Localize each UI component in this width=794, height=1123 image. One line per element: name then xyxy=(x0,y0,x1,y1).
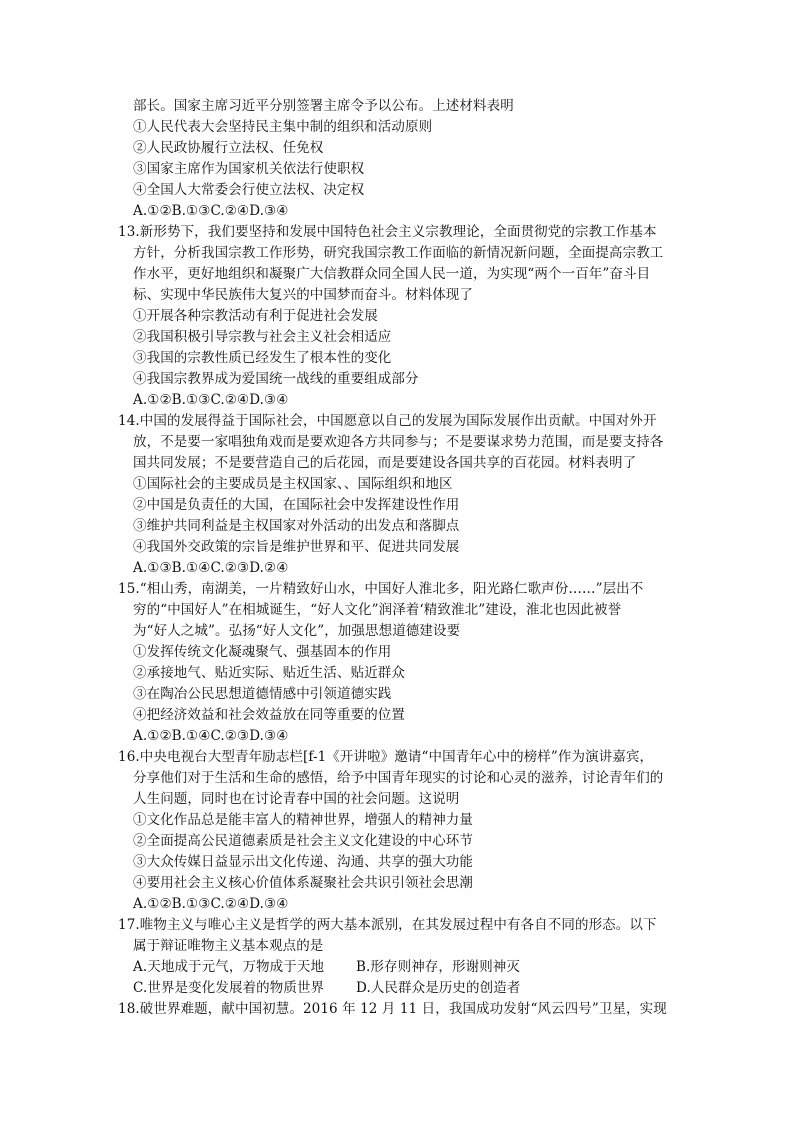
option-2: ②人民政协履行立法权、任免权 xyxy=(133,140,324,156)
answer-choices: A.①②B.①③C.②④D.③④ xyxy=(133,203,289,219)
option-2: ②全面提高公民道德素质是社会主义文化建设的中心环节 xyxy=(133,833,473,849)
option-4: ④要用社会主义核心价值体系凝聚社会共识引领社会思潮 xyxy=(133,875,473,891)
choice-d: D.人民群众是历史的创造者 xyxy=(356,980,521,996)
choice-a: A.天地成于元气，万物成于天地 xyxy=(133,959,325,975)
question-13-stem: 标、实现中华民族伟大复兴的中国梦而奋斗。材料体现了 xyxy=(133,287,473,303)
answer-choices: A.①②B.①④C.②③D.③④ xyxy=(133,728,289,744)
question-15-stem: 15.“相山秀，南湖美，一片精致好山水，中国好人淮北多，阳光路仁歌声份……”层出不 xyxy=(118,581,644,597)
option-2: ②我国积极引导宗教与社会主义社会相适应 xyxy=(133,329,392,345)
option-4: ④我国宗教界成为爱国统一战线的重要组成部分 xyxy=(133,371,419,387)
option-1: ①国际社会的主要成员是主权国家、、国际组织和地区 xyxy=(133,476,453,492)
answer-choices: A.①③B.①④C.②③D.②④ xyxy=(133,560,289,576)
question-15-stem: 为“好人之城”。弘扬“好人文化”，加强思想道德建设要 xyxy=(133,623,461,639)
question-14-stem: 国共同发展；不是要营造自己的后花园，而是要建设各国共享的百花园。材料表明了 xyxy=(133,455,637,471)
option-3: ③我国的宗教性质已经发生了根本性的变化 xyxy=(133,350,392,366)
answer-choices: A.①②B.①③C.②④D.③④ xyxy=(133,392,289,408)
question-17-stem: 属于辩证唯物主义基本观点的是 xyxy=(133,938,324,954)
question-16-stem: 分享他们对于生活和生命的感悟，给予中国青年现实的讨论和心灵的滋养，讨论青年们的 xyxy=(133,770,664,786)
option-3: ③国家主席作为国家机关依法行使职权 xyxy=(133,161,365,177)
question-14-stem: 放，不是要一家唱独角戏而是要欢迎各方共同参与；不是要谋求势力范围，而是要支持各 xyxy=(133,434,664,450)
option-3: ③维护共同利益是主权国家对外活动的出发点和落脚点 xyxy=(133,518,460,534)
question-13-stem: 13.新形势下，我们要坚持和发展中国特色社会主义宗教理论，全面贯彻党的宗教工作基本 xyxy=(118,224,657,240)
question-16-stem: 16.中央电视台大型青年励志栏[f-1《开讲啦》邀请“中国青年心中的榜样”作为演讲嘉宾， xyxy=(118,749,654,765)
option-1: ①开展各种宗教活动有利于促进社会发展 xyxy=(133,308,378,324)
question-18-stem: 18.破世界难题，献中国初慧。2016 年 12 月 11 日，我国成功发射“风云四号”卫星，实现 xyxy=(118,1001,667,1017)
option-3: ③在陶冶公民思想道德情感中引领道德实践 xyxy=(133,686,392,702)
question-14-stem: 14.中国的发展得益于国际社会，中国愿意以自己的发展为国际发展作出贡献。中国对外开 xyxy=(118,413,657,429)
option-2: ②承接地气、贴近实际、贴近生活、贴近群众 xyxy=(133,665,405,681)
option-4: ④我国外交政策的宗旨是维护世界和平、促进共同发展 xyxy=(133,539,460,555)
option-4: ④全国人大常委会行使立法权、决定权 xyxy=(133,182,365,198)
question-13-stem: 方针，分析我国宗教工作形势，研究我国宗教工作面临的新情况新问题，全面提高宗教工 xyxy=(133,245,664,261)
option-3: ③大众传媒日益显示出文化传递、沟通、共享的强大功能 xyxy=(133,854,473,870)
option-2: ②中国是负责任的大国，在国际社会中发挥建设性作用 xyxy=(133,497,460,513)
option-1: ①人民代表大会坚持民主集中制的组织和活动原则 xyxy=(133,119,433,135)
option-1: ①发挥传统文化凝魂聚气、强基固本的作用 xyxy=(133,644,392,660)
question-12-stem-end: 部长。国家主席习近平分别签署主席令予以公布。上述材料表明 xyxy=(133,98,514,114)
question-15-stem: 穷的“中国好人”在相城诞生，“好人文化”润泽着‘精致淮北”建设，淮北也因此被誉 xyxy=(133,602,622,618)
question-17-stem: 17.唯物主义与唯心主义是哲学的两大基本派别，在其发展过程中有各自不同的形态。以下 xyxy=(118,917,657,933)
question-16-stem: 人生问题，同时也在讨论青春中国的社会问题。这说明 xyxy=(133,791,460,807)
question-13-stem: 作水平，更好地组织和凝聚广大信教群众同全国人民一道，为实现“两个一百年”奋斗目 xyxy=(133,266,651,282)
answer-choices: A.①②B.①③C.②④D.③④ xyxy=(133,896,289,912)
choice-b: B.形存则神存，形谢则神灭 xyxy=(356,959,521,975)
option-4: ④把经济效益和社会效益放在同等重要的位置 xyxy=(133,707,405,723)
option-1: ①文化作品总是能丰富人的精神世界，增强人的精神力量 xyxy=(133,812,473,828)
choice-c: C.世界是变化发展着的物质世界 xyxy=(133,980,325,996)
